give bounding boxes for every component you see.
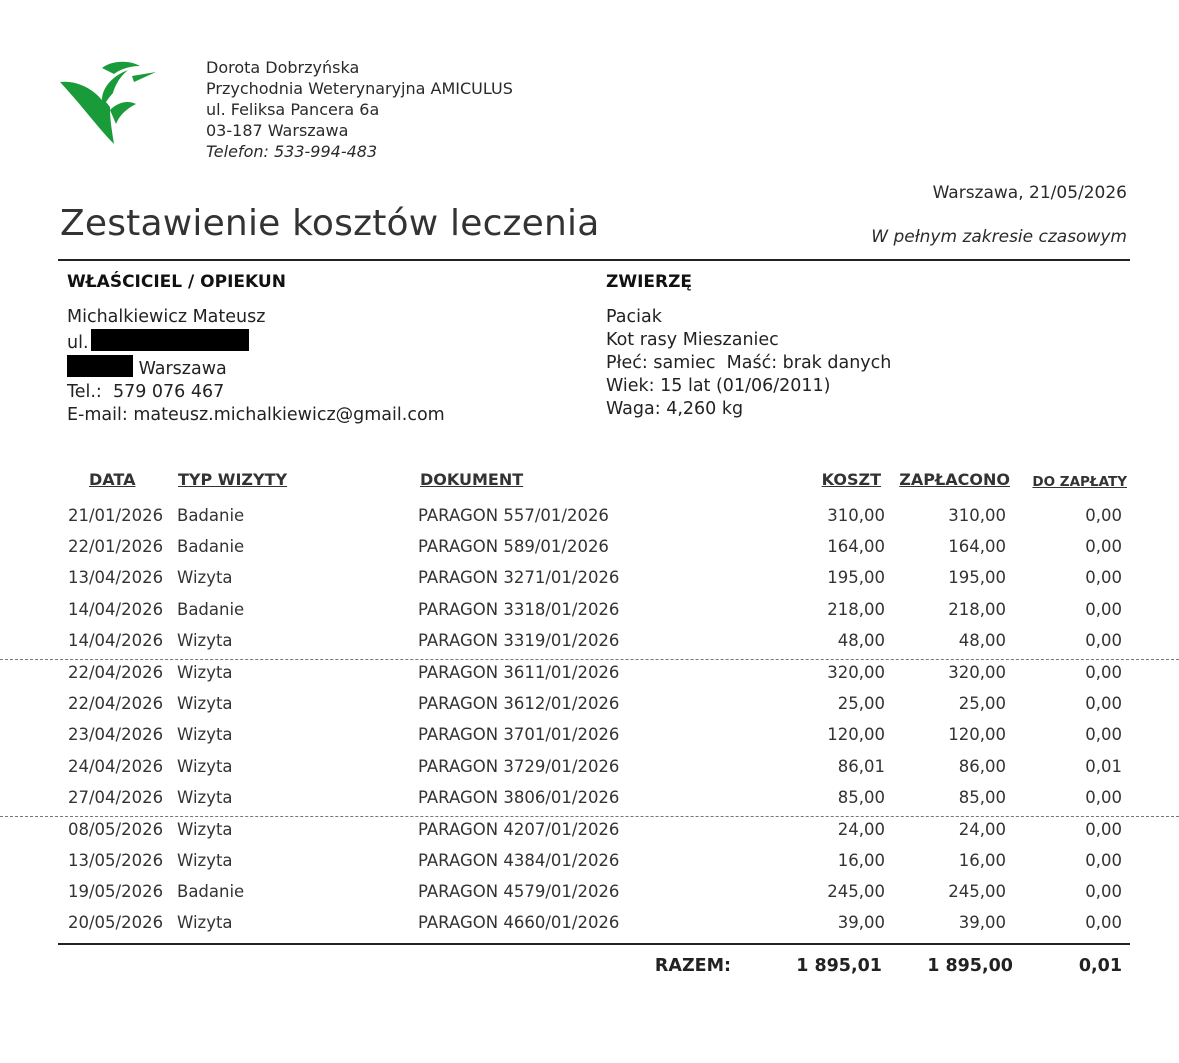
owner-block	[67, 306, 445, 427]
cell-cost: 48,00	[837, 630, 885, 650]
cell-cost: 218,00	[827, 599, 885, 619]
cell-document: PARAGON 4384/01/2026	[418, 851, 620, 871]
cell-document: PARAGON 3729/01/2026	[418, 756, 620, 776]
cell-date: 27/04/2026	[68, 787, 164, 807]
totals-paid: 1 895,00	[927, 956, 1013, 976]
cell-paid: 320,00	[948, 662, 1006, 682]
owner-street-prefix: ul.	[67, 333, 89, 353]
cell-document: PARAGON 3612/01/2026	[418, 694, 620, 714]
cell-due: 0,00	[1085, 537, 1122, 557]
table-row	[0, 534, 1179, 565]
cell-due: 0,01	[1085, 756, 1122, 776]
col-header-due: DO ZAPŁATY	[1032, 474, 1127, 490]
cell-visit-type: Wizyta	[177, 725, 233, 745]
cell-document: PARAGON 3271/01/2026	[418, 568, 620, 588]
owner-heading: WŁAŚCICIEL / OPIEKUN	[67, 272, 286, 292]
col-header-document: DOKUMENT	[420, 470, 524, 489]
cell-cost: 25,00	[837, 694, 885, 714]
totals-label: RAZEM:	[654, 956, 731, 976]
cell-date: 13/04/2026	[68, 568, 164, 588]
cell-due: 0,00	[1085, 694, 1122, 714]
animal-block	[606, 306, 891, 421]
owner-name: Michalkiewicz Mateusz	[67, 307, 266, 327]
cell-paid: 25,00	[958, 694, 1006, 714]
owner-phone-value: 579 076 467	[112, 382, 225, 402]
cell-cost: 245,00	[827, 882, 885, 902]
table-row	[0, 879, 1179, 910]
cell-document: PARAGON 3319/01/2026	[418, 630, 620, 650]
cell-due: 0,00	[1085, 913, 1122, 933]
header-divider	[58, 259, 1130, 261]
cell-due: 0,00	[1085, 599, 1122, 619]
table-row	[0, 754, 1179, 785]
cell-visit-type: Wizyta	[177, 913, 233, 933]
owner-city	[67, 355, 445, 381]
cell-document: PARAGON 4579/01/2026	[418, 882, 620, 902]
report-date: Warszawa, 21/05/2026	[932, 183, 1127, 203]
cell-paid: 85,00	[958, 787, 1006, 807]
cell-date: 19/05/2026	[68, 882, 164, 902]
clinic-street: ul. Feliksa Pancera 6a	[206, 100, 380, 119]
owner-phone-label: Tel.:	[67, 382, 102, 402]
table-row	[0, 691, 1179, 722]
cell-paid: 164,00	[948, 537, 1006, 557]
animal-weight: Waga: 4,260 kg	[606, 399, 744, 419]
cell-date: 14/04/2026	[68, 599, 164, 619]
table-row	[0, 722, 1179, 753]
cell-paid: 16,00	[958, 851, 1006, 871]
cell-due: 0,00	[1085, 630, 1122, 650]
cell-due: 0,00	[1085, 662, 1122, 682]
owner-email-label: E-mail:	[67, 405, 128, 425]
cell-paid: 195,00	[948, 568, 1006, 588]
clinic-owner-name: Dorota Dobrzyńska	[206, 58, 360, 77]
cell-visit-type: Wizyta	[177, 787, 233, 807]
cell-visit-type: Badanie	[177, 882, 245, 902]
cell-cost: 120,00	[827, 725, 885, 745]
redaction-bar	[91, 329, 249, 351]
cell-paid: 86,00	[958, 756, 1006, 776]
cell-paid: 310,00	[948, 506, 1006, 525]
cell-date: 22/01/2026	[68, 537, 164, 557]
cell-visit-type: Wizyta	[177, 819, 233, 839]
cell-document: PARAGON 589/01/2026	[418, 537, 609, 557]
clinic-company: Przychodnia Weterynaryjna AMICULUS	[206, 79, 513, 98]
cell-due: 0,00	[1085, 725, 1122, 745]
cell-due: 0,00	[1085, 568, 1122, 588]
cell-date: 22/04/2026	[68, 694, 164, 714]
cell-date: 22/04/2026	[68, 662, 164, 682]
report-range: W pełnym zakresie czasowym	[871, 227, 1127, 247]
owner-city-name: Warszawa	[138, 359, 227, 379]
cell-due: 0,00	[1085, 819, 1122, 839]
table-row	[0, 503, 1179, 534]
cell-visit-type: Wizyta	[177, 694, 233, 714]
cell-document: PARAGON 4207/01/2026	[418, 819, 620, 839]
totals-cost: 1 895,01	[796, 956, 882, 976]
cell-cost: 16,00	[837, 851, 885, 871]
clinic-city: 03-187 Warszawa	[206, 121, 349, 140]
cell-date: 20/05/2026	[68, 913, 164, 933]
cell-due: 0,00	[1085, 851, 1122, 871]
cell-visit-type: Wizyta	[177, 851, 233, 871]
cell-date: 21/01/2026	[68, 506, 164, 525]
col-header-type: TYP WIZYTY	[178, 470, 288, 489]
cell-document: PARAGON 3806/01/2026	[418, 787, 620, 807]
owner-street	[67, 329, 445, 355]
cell-visit-type: Badanie	[177, 599, 245, 619]
cell-cost: 164,00	[827, 537, 885, 557]
cell-cost: 320,00	[827, 662, 885, 682]
owner-email	[67, 404, 445, 427]
table-row	[0, 660, 1179, 691]
col-header-paid: ZAPŁACONO	[899, 470, 1010, 489]
cell-paid: 245,00	[948, 882, 1006, 902]
report-title: Zestawienie kosztów leczenia	[60, 203, 600, 244]
totals-divider	[58, 943, 1130, 945]
table-row	[0, 848, 1179, 879]
cell-date: 24/04/2026	[68, 756, 164, 776]
cell-date: 13/05/2026	[68, 851, 164, 871]
animal-breed: Kot rasy Mieszaniec	[606, 330, 779, 350]
clinic-info	[206, 57, 513, 162]
cell-cost: 24,00	[837, 819, 885, 839]
table-row	[0, 817, 1179, 848]
cell-cost: 195,00	[827, 568, 885, 588]
cell-document: PARAGON 557/01/2026	[418, 506, 609, 525]
col-header-cost: KOSZT	[821, 470, 881, 489]
animal-name: Paciak	[606, 307, 662, 327]
cell-cost: 86,01	[837, 756, 885, 776]
cell-due: 0,00	[1085, 882, 1122, 902]
clinic-logo	[58, 58, 158, 150]
cell-document: PARAGON 4660/01/2026	[418, 913, 620, 933]
table-row	[0, 785, 1179, 817]
redaction-bar	[67, 355, 133, 377]
cell-cost: 85,00	[837, 787, 885, 807]
animal-sex-color: Płeć: samiec Maść: brak danych	[606, 353, 892, 373]
col-header-date: DATA	[89, 470, 136, 489]
cell-visit-type: Wizyta	[177, 756, 233, 776]
cell-date: 14/04/2026	[68, 630, 164, 650]
cell-paid: 48,00	[958, 630, 1006, 650]
cell-cost: 310,00	[827, 506, 885, 525]
cell-visit-type: Wizyta	[177, 568, 233, 588]
cell-date: 23/04/2026	[68, 725, 164, 745]
cell-cost: 39,00	[837, 913, 885, 933]
cell-paid: 218,00	[948, 599, 1006, 619]
table-row	[0, 597, 1179, 628]
cell-document: PARAGON 3611/01/2026	[418, 662, 620, 682]
clinic-phone: Telefon: 533-994-483	[206, 142, 378, 161]
cell-document: PARAGON 3701/01/2026	[418, 725, 620, 745]
table-row	[0, 910, 1179, 941]
totals-due: 0,01	[1078, 956, 1122, 976]
cell-paid: 24,00	[958, 819, 1006, 839]
cell-due: 0,00	[1085, 787, 1122, 807]
cell-visit-type: Badanie	[177, 537, 245, 557]
cell-due: 0,00	[1085, 506, 1122, 525]
animal-heading: ZWIERZĘ	[606, 272, 693, 292]
table-row	[0, 565, 1179, 596]
cost-table-body	[0, 503, 1179, 942]
cell-paid: 120,00	[948, 725, 1006, 745]
cell-visit-type: Wizyta	[177, 630, 233, 650]
cell-visit-type: Badanie	[177, 506, 245, 525]
animal-age: Wiek: 15 lat (01/06/2011)	[606, 376, 831, 396]
table-row	[0, 628, 1179, 660]
cell-paid: 39,00	[958, 913, 1006, 933]
cell-document: PARAGON 3318/01/2026	[418, 599, 620, 619]
owner-phone	[67, 381, 445, 404]
cell-date: 08/05/2026	[68, 819, 164, 839]
cell-visit-type: Wizyta	[177, 662, 233, 682]
owner-email-value: mateusz.michalkiewicz@gmail.com	[133, 405, 445, 425]
